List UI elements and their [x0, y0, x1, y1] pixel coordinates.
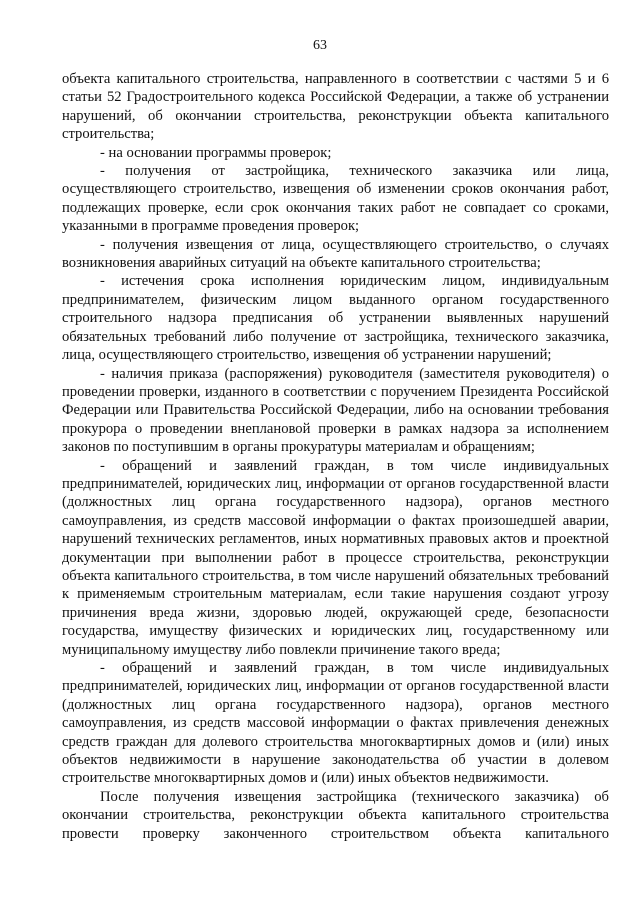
page-number: 63 — [313, 38, 327, 53]
list-item-complaints-violations: - обращений и заявлений граждан, в том числе индивидуальных предпринимателей, юридических лиц, информации от органов государственной власти (должностных лиц органа государственного надзора), органов местного самоуправления, из средств массовой информации о фактах произошедшей аварии, нарушений технических регламентов, иных нормативных правовых актов и проектной документации при выполнении работ в процессе строительства, реконструкции объекта капитального строительства, в том числе нарушений обязательных требований к применяемым строительным материалам, если такие нарушения создают угрозу причинения вреда жизни, здоровью людей, окружающей среде, безопасности государства, имуществу физических и юридических лиц, государственному или муниципальному имуществу либо повлекли причинение такого вреда; — [62, 457, 609, 658]
list-item-complaints-funds: - обращений и заявлений граждан, в том числе индивидуальных предпринимателей, юридических лиц, информации от органов государственной власти (должностных лиц органа государственного надзора), органов местного самоуправления, из средств массовой информации о фактах привлечения денежных средств граждан для долевого строительства многоквартирных домов и (или) иных объектов недвижимости в нарушение законодательства об участии в долевом строительстве многоквартирных домов и (или) иных объектов недвижимости. — [62, 660, 609, 787]
list-item-deadline-change: - получения от застройщика, технического заказчика или лица, осуществляющего строительство, извещения об изменении сроков окончания работ, подлежащих проверке, если срок окончания таких работ не совпадает со сроками, указанными в программе проведения проверок; — [62, 163, 609, 235]
paragraph-final-inspection: После получения извещения застройщика (технического заказчика) об окончании строительства, реконструкции объекта капитального строительства провести проверку законченного строительством объекта капитального — [62, 788, 609, 842]
list-item-directive: - наличия приказа (распоряжения) руководителя (заместителя руководителя) о проведении проверки, изданного в соответствии с поручением Президента Российской Федерации или Правительства Российской Федерации, либо на основании требования прокурора о проведении внеплановой проверки в рамках надзора за исполнением законов по поступившим в органы прокуратуры материалам и обращениям; — [62, 365, 609, 456]
list-item-emergency: - получения извещения от лица, осуществляющего строительство, о случаях возникновения аварийных ситуаций на объекте капитального строительства; — [62, 236, 609, 272]
list-item-program: - на основании программы проверок; — [100, 144, 332, 161]
paragraph-continuation: объекта капитального строительства, направленного в соответствии с частями 5 и 6 статьи 52 Градостроительного кодекса Российской Федерации, а также об устранении нарушений, об окончании строительства, реконструкции объекта капитального строительства; — [62, 71, 609, 143]
list-item-order-expiry: - истечения срока исполнения юридическим лицом, индивидуальным предпринимателем, физическим лицом выданного органом государственного строительного надзора предписания об устранении выявленных нарушений обязательных требований либо получение от застройщика, технического заказчика, лица, осуществляющего строительство, извещения об устранении нарушений; — [62, 273, 609, 364]
document-body — [62, 70, 609, 843]
